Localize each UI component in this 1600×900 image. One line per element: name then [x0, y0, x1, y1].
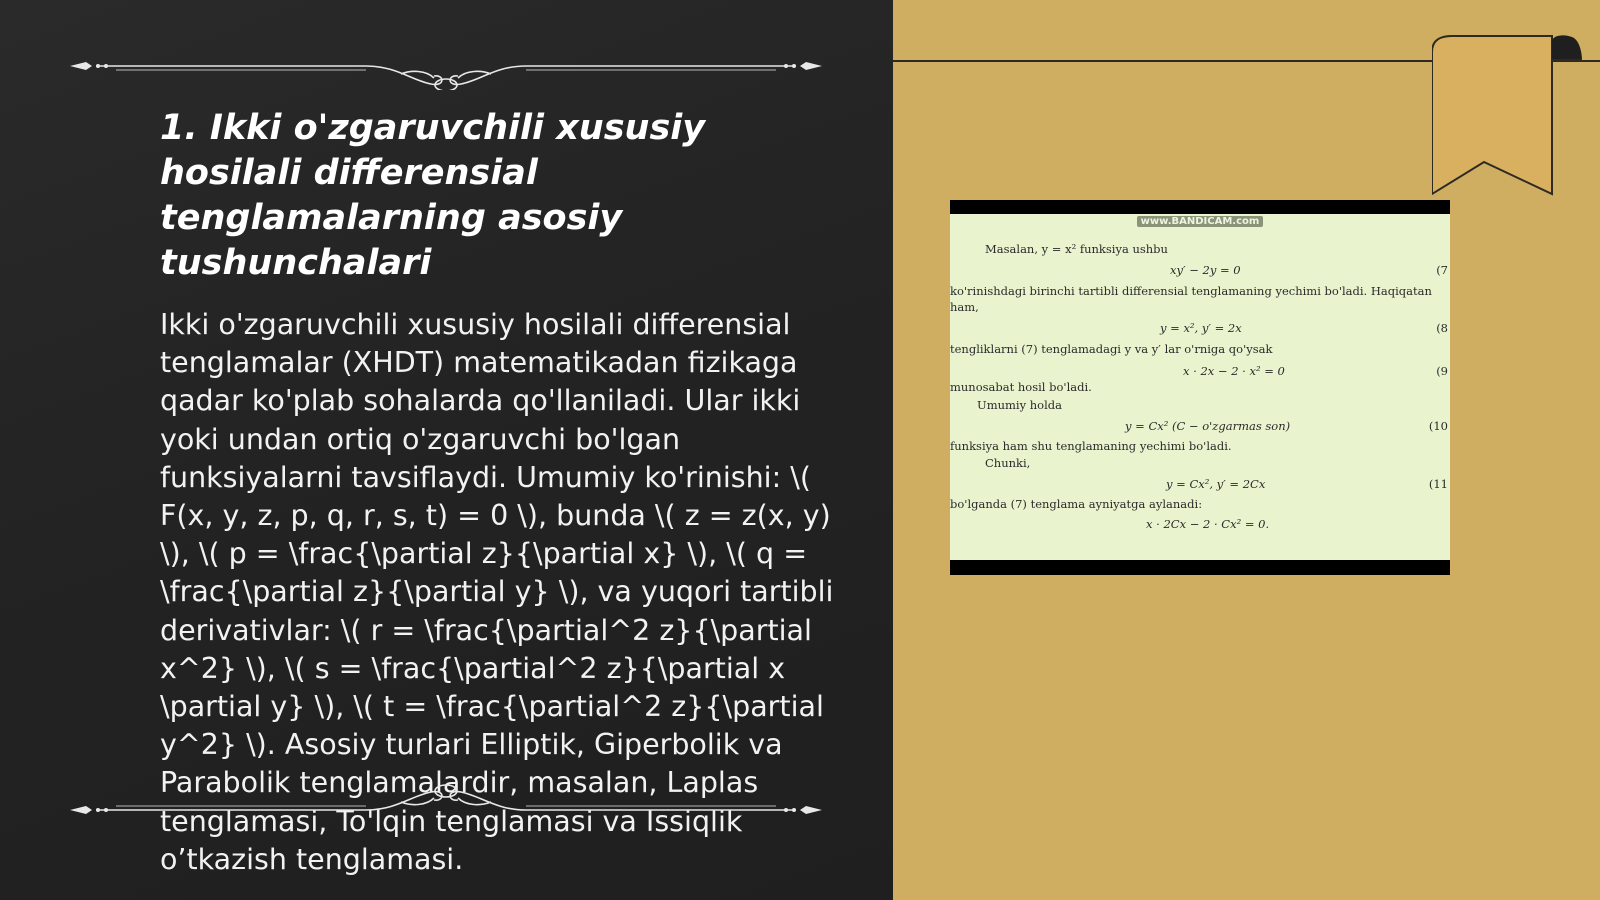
equation-number: (11: [1428, 477, 1448, 491]
equation-number: (9: [1436, 364, 1448, 378]
doc-line: funksiya ham shu tenglamaning yechimi bo'ladi.: [950, 439, 1232, 453]
doc-equation: x · 2Cx − 2 · Cx² = 0.: [1146, 517, 1270, 531]
doc-line: Chunki,: [985, 456, 1031, 470]
equation-number: (8: [1436, 321, 1448, 335]
ornament-divider-icon: [66, 784, 826, 834]
doc-equation: y = Cx² (C − o'zgarmas son): [1125, 419, 1291, 433]
slide-title: 1. Ikki o'zgaruvchili xususiy hosilali differensial tenglamalarning asosiy tushunchalari: [160, 108, 706, 283]
embedded-screenshot: [950, 200, 1450, 575]
equation-number: (10: [1428, 419, 1448, 433]
doc-equation: xy′ − 2y = 0: [1170, 263, 1241, 277]
doc-line: tengliklarni (7) tenglamadagi y va y′ lar o'rniga qo'ysak: [950, 342, 1273, 356]
ornament-divider-icon: [66, 40, 826, 90]
doc-equation: y = Cx², y′ = 2Cx: [1166, 477, 1266, 491]
doc-line: Masalan, y = x² funksiya ushbu: [985, 242, 1168, 256]
document-image: [950, 214, 1450, 560]
watermark: www.BANDICAM.com: [950, 216, 1450, 227]
doc-line: ham,: [950, 300, 979, 314]
doc-line: ko'rinishdagi birinchi tartibli differensial tenglamaning yechimi bo'ladi. Haqiqatan: [950, 284, 1432, 298]
doc-line: Umumiy holda: [977, 398, 1062, 412]
doc-equation: y = x², y′ = 2x: [1160, 321, 1242, 335]
doc-line: munosabat hosil bo'ladi.: [950, 380, 1092, 394]
slide-body-text: Ikki o'zgaruvchili xususiy hosilali differensial tenglamalar (XHDT) matematikadan fizikaga qadar ko'plab sohalarda qo'llaniladi. Ular ikki yoki undan ortiq o'zgaruvchi bo'lgan funksiyalarni tavsiflaydi. Umumiy ko'rinishi: \( F(x, y, z, p, q, r, s, t) = 0 \), bunda \( z = z(x, y) \), \( p = \frac{\partial z}{\partial x} \), \( q = \frac{\partial z}{\partial y} \), va yuqori tartibli derivativlar: \( r = \frac{\partial^2 z}{\partial x^2} \), \( s = \frac{\partial^2 z}{\partial x \partial y} \), \( t = \frac{\partial^2 z}{\partial y^2} \). Asosiy turlari Elliptik, Giperbolik va Parabolik tenglamalardir, masalan, Laplas tenglamasi, To'lqin tenglamasi va Issiqlik o’tkazish tenglamasi.: [160, 308, 834, 876]
equation-number: (7: [1436, 263, 1448, 277]
bookmark-ribbon-icon: [1432, 34, 1582, 200]
doc-equation: x · 2x − 2 · x² = 0: [1183, 364, 1285, 378]
doc-line: bo'lganda (7) tenglama ayniyatga aylanadi:: [950, 497, 1203, 511]
